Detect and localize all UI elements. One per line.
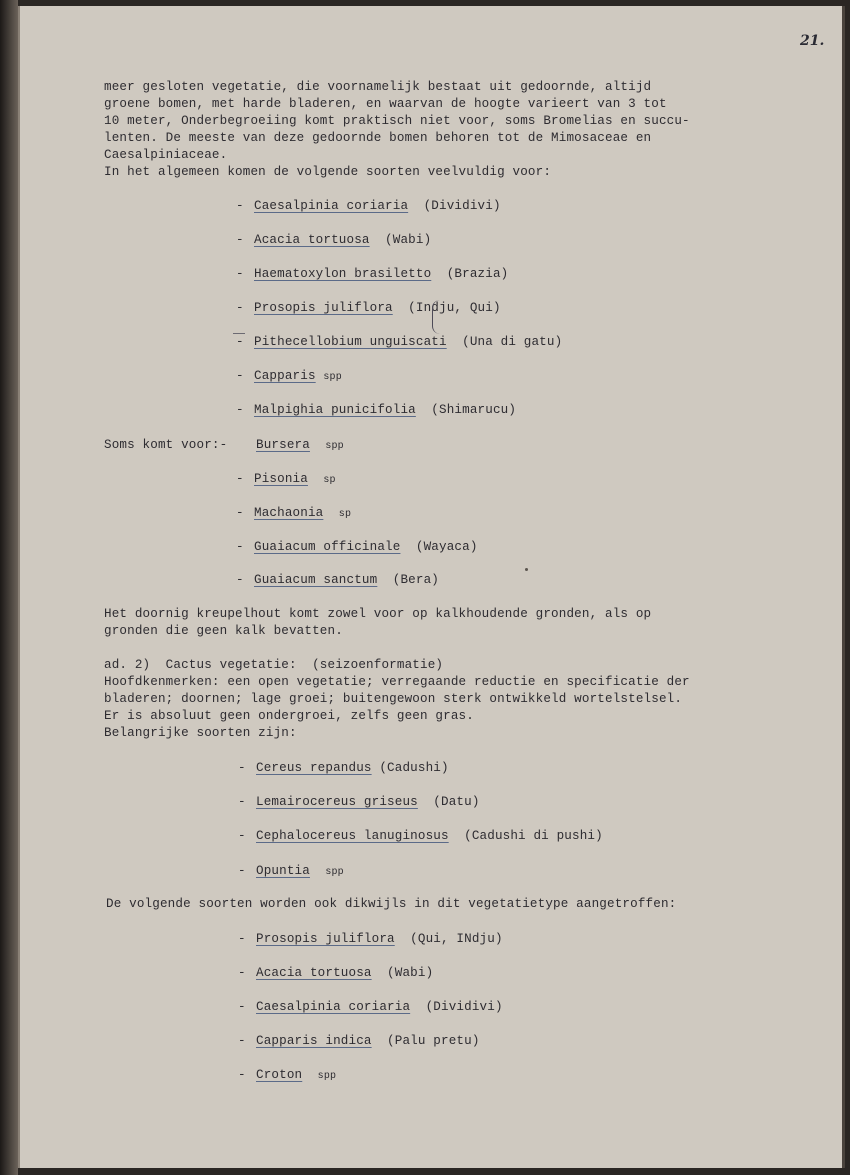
list-item [236,505,351,523]
list-item [236,539,478,556]
list-item [238,931,503,948]
list-item [236,334,562,351]
list-dash: - [236,199,244,213]
list-item [238,965,433,982]
intro-line: groene bomen, met harde bladeren, en waarvan de hoogte varieert van 3 tot [104,97,667,111]
list-item [236,300,501,317]
species-name: Acacia tortuosa [256,966,372,980]
common-name: (Dividivi) [425,1000,503,1014]
species-name: Cereus repandus [256,761,372,775]
intro-line: 10 meter, Onderbegroeiing komt praktisch niet voor, soms Bromelias en succu- [104,114,690,128]
paragraph-line: bladeren; doornen; lage groei; buitengewoon sterk ontwikkeld wortelstelsel. [104,692,683,706]
species-abbrev: spp [317,1071,337,1082]
common-name: (Indju, Qui) [408,301,501,315]
common-name: (Datu) [433,795,480,809]
common-name: (Una di gatu) [462,335,563,349]
list-item [238,760,449,777]
paragraph-line: gronden die geen kalk bevatten. [104,624,343,638]
intro-line: In het algemeen komen de volgende soorten veelvuldig voor: [104,165,552,179]
list-dash: - [238,864,246,878]
common-name: (Dividivi) [423,199,501,213]
species-name: Machaonia [254,506,324,520]
list-item [238,794,480,811]
list-item [256,437,344,455]
list-item [238,999,503,1016]
species-name: Capparis indica [256,1034,372,1048]
species-name: Pithecellobium unguiscati [254,335,447,349]
common-name: (Wayaca) [415,540,478,554]
list-item [238,863,344,881]
intro-line: lenten. De meeste van deze gedoornde bomen behoren tot de Mimosaceae en [104,131,652,145]
list-dash: - [236,472,244,486]
list-item [238,1033,480,1050]
species-name: Croton [256,1068,303,1082]
common-name: (Wabi) [387,966,434,980]
list-dash: - [236,506,244,520]
list-item [236,266,508,283]
species-name: Cephalocereus lanuginosus [256,829,449,843]
list-item [236,232,431,249]
species-name: Pisonia [254,472,308,486]
list-dash: - [236,267,244,281]
list-item [238,1067,336,1085]
species-abbrev: spp [323,372,342,383]
species-name: Caesalpinia coriaria [256,1000,411,1014]
list-dash: - [238,1034,246,1048]
list-item [236,198,501,215]
species-name: Haematoxylon brasiletto [254,267,432,281]
list-dash: - [236,573,244,587]
list-dash: - [236,369,244,383]
list-dash: - [236,540,244,554]
species-name: Opuntia [256,864,310,878]
species-name: Acacia tortuosa [254,233,370,247]
common-name: (Cadushi) [379,761,449,775]
paragraph-line: Belangrijke soorten zijn: [104,726,297,740]
species-abbrev: spp [325,867,344,878]
species-name: Prosopis juliflora [256,932,395,946]
list-item [238,828,603,845]
list-dash: - [236,403,244,417]
common-name: (Cadushi di pushi) [464,829,603,843]
list-dash: - [238,1068,246,1082]
species-name: Capparis [254,369,316,383]
soms-label: Soms komt voor:- [104,438,228,452]
list-dash: - [236,335,244,349]
list-dash: - [238,1000,246,1014]
common-name: (Wabi) [385,233,432,247]
list-dash: - [238,829,246,843]
intro-line: meer gesloten vegetatie, die voornamelijk bestaat uit gedoornde, altijd [104,80,652,94]
species-name: Prosopis juliflora [254,301,393,315]
list-item [236,471,336,489]
common-name: (Qui, INdju) [410,932,503,946]
paragraph-line: De volgende soorten worden ook dikwijls in dit vegetatietype aangetroffen: [106,897,677,911]
species-name: Bursera [256,438,310,452]
intro-line: Caesalpiniaceae. [104,148,228,162]
common-name: (Palu pretu) [387,1034,480,1048]
paper-speck [525,568,528,571]
page-number: 21. [800,33,825,49]
list-item [236,368,342,386]
list-dash: - [238,932,246,946]
list-dash: - [238,795,246,809]
paragraph-line: Hoofdkenmerken: een open vegetatie; verregaande reductie en specificatie der [104,675,690,689]
common-name: (Bera) [392,573,439,587]
list-dash: - [238,966,246,980]
handwritten-brace-mark [432,300,445,334]
common-name: (Brazia) [446,267,509,281]
list-dash: - [236,233,244,247]
binding-spine [0,0,18,1175]
species-name: Guaiacum officinale [254,540,401,554]
species-abbrev: sp [338,509,352,520]
species-name: Caesalpinia coriaria [254,199,409,213]
list-dash: - [236,301,244,315]
paragraph-line: Er is absoluut geen ondergroei, zelfs geen gras. [104,709,474,723]
species-name: Lemairocereus griseus [256,795,418,809]
species-name: Malpighia punicifolia [254,403,416,417]
species-name: Guaiacum sanctum [254,573,378,587]
list-item [236,572,439,589]
species-abbrev: sp [323,475,336,486]
species-abbrev: spp [325,441,344,452]
common-name: (Shimarucu) [431,403,517,417]
paragraph-line: Het doornig kreupelhout komt zowel voor op kalkhoudende gronden, als op [104,607,652,621]
list-dash: - [238,761,246,775]
list-item [236,402,516,419]
section-heading: ad. 2) Cactus vegetatie: (seizoenformatie) [104,658,444,672]
